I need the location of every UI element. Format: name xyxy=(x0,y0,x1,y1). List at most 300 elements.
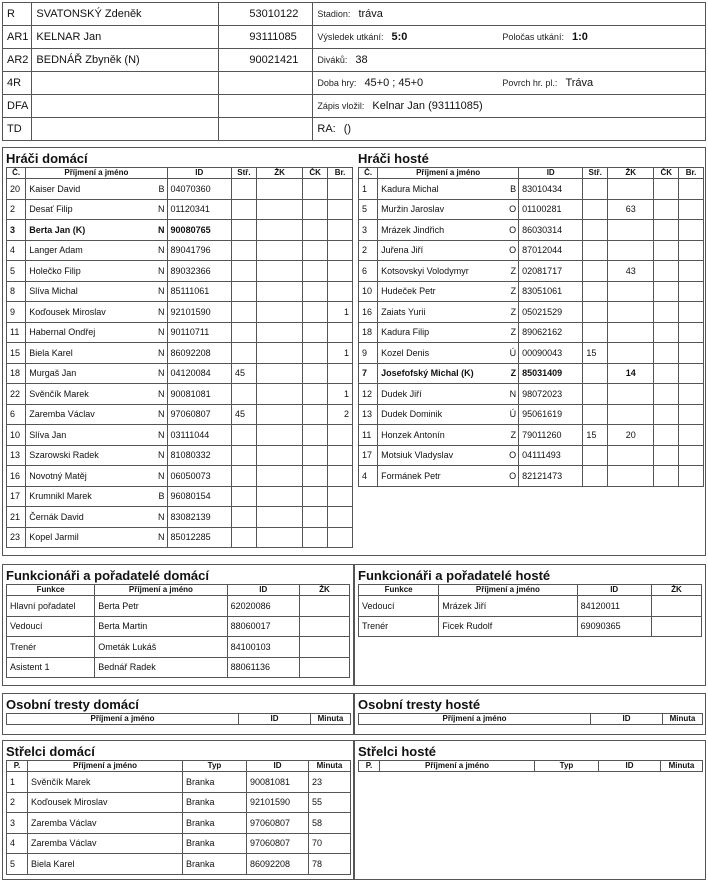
player-id: 85111061 xyxy=(167,281,231,302)
player-number: 2 xyxy=(359,240,378,261)
scorer-type: Branka xyxy=(183,813,247,834)
player-name-cell xyxy=(378,343,519,364)
player-row xyxy=(7,384,353,405)
player-yellow-card xyxy=(256,507,302,528)
player-red-card xyxy=(654,199,679,220)
player-id: 90080765 xyxy=(167,220,231,241)
player-id: 04120084 xyxy=(167,363,231,384)
scorer-type: Branka xyxy=(183,854,247,875)
functionary-name: Ficek Rudolf xyxy=(439,616,577,637)
player-name-cell xyxy=(378,404,519,425)
player-yellow-card xyxy=(256,404,302,425)
player-goals-scored xyxy=(679,302,704,323)
player-red-card xyxy=(654,363,679,384)
player-row xyxy=(359,466,704,487)
player-number: 3 xyxy=(7,220,26,241)
player-goals xyxy=(231,507,256,528)
halftime-label: Poločas utkání: xyxy=(502,32,564,42)
away-functionaries-header xyxy=(359,585,702,596)
functionary-role: Trenér xyxy=(7,637,95,658)
player-row xyxy=(7,404,353,425)
stadium-label: Stadion: xyxy=(317,9,351,19)
player-position: B xyxy=(158,491,165,502)
player-goals: 45 xyxy=(231,404,256,425)
functionary-name: Berta Petr xyxy=(95,596,227,617)
player-position: Ú xyxy=(509,409,517,420)
player-row xyxy=(7,363,353,384)
player-goals-scored: 2 xyxy=(328,404,353,425)
player-yellow-card xyxy=(608,466,654,487)
player-red-card xyxy=(303,199,328,220)
scorer-order: 1 xyxy=(7,772,28,793)
home-scorers-header xyxy=(7,761,351,772)
player-red-card xyxy=(654,302,679,323)
player-red-card xyxy=(654,240,679,261)
stadium-value: tráva xyxy=(358,8,383,20)
player-position: Z xyxy=(510,306,517,317)
away-functionaries-section xyxy=(354,564,706,686)
player-name: Motsiuk Vladyslav xyxy=(381,450,454,461)
player-row xyxy=(7,281,353,302)
player-position: O xyxy=(509,245,517,256)
player-position: O xyxy=(509,204,517,215)
functionary-name: Ometák Lukáš xyxy=(95,637,227,658)
functionary-yellow-card xyxy=(651,616,701,637)
player-header-cell: ID xyxy=(519,168,583,179)
player-name-cell xyxy=(378,302,519,323)
player-name: Holečko Filip xyxy=(29,265,81,276)
functionary-row xyxy=(7,596,350,617)
player-row xyxy=(359,343,704,364)
player-red-card xyxy=(654,404,679,425)
player-goals-scored xyxy=(328,466,353,487)
player-goals xyxy=(231,199,256,220)
scorer-order: 3 xyxy=(7,813,28,834)
player-yellow-card xyxy=(608,343,654,364)
player-name-cell xyxy=(26,466,167,487)
player-goals xyxy=(583,384,608,405)
player-goals-scored xyxy=(328,179,353,200)
functionary-yellow-card xyxy=(299,657,349,678)
player-name: Hudeček Petr xyxy=(381,286,436,297)
player-name-cell xyxy=(26,322,167,343)
player-name-cell xyxy=(26,384,167,405)
player-row xyxy=(7,486,353,507)
player-position: N xyxy=(158,409,165,420)
player-red-card xyxy=(303,343,328,364)
functionary-row xyxy=(7,637,350,658)
player-name-cell xyxy=(378,240,519,261)
player-name: Kozel Denis xyxy=(381,347,430,358)
scorer-row xyxy=(7,792,351,813)
player-name: Dudek Jiří xyxy=(381,388,422,399)
scorer-name: Svěnčík Marek xyxy=(28,772,183,793)
functionary-name: Mrázek Jiří xyxy=(439,596,577,617)
scorer-id: 97060807 xyxy=(247,833,309,854)
player-name-cell xyxy=(378,322,519,343)
player-position: N xyxy=(158,327,165,338)
home-scorers-table xyxy=(6,760,351,875)
player-id: 95061619 xyxy=(519,404,583,425)
player-goals xyxy=(583,199,608,220)
player-id: 92101590 xyxy=(167,302,231,323)
time-value: 45+0 ; 45+0 xyxy=(364,77,424,89)
player-number: 17 xyxy=(7,486,26,507)
player-red-card xyxy=(303,179,328,200)
player-name-cell xyxy=(26,302,167,323)
player-goals-scored xyxy=(328,363,353,384)
player-name: Slíva Michal xyxy=(29,286,78,297)
player-name-cell xyxy=(26,199,167,220)
scorer-header-cell: ID xyxy=(599,761,661,772)
player-yellow-card: 20 xyxy=(608,425,654,446)
player-name-cell xyxy=(378,445,519,466)
player-red-card xyxy=(654,425,679,446)
official-row-ar2 xyxy=(3,49,706,72)
functionary-row xyxy=(359,596,702,617)
player-name-cell xyxy=(26,220,167,241)
official-id: 53010122 xyxy=(219,3,313,26)
penalty-header-cell: Příjmení a jméno xyxy=(359,714,591,725)
player-id: 79011260 xyxy=(519,425,583,446)
halftime-value: 1:0 xyxy=(571,31,588,43)
player-id: 82121473 xyxy=(519,466,583,487)
player-goals-scored xyxy=(679,281,704,302)
player-row xyxy=(7,507,353,528)
player-position: N xyxy=(158,204,165,215)
scorer-name: Koďousek Miroslav xyxy=(28,792,183,813)
player-name-cell xyxy=(26,179,167,200)
player-row xyxy=(7,343,353,364)
player-name-cell xyxy=(378,363,519,384)
home-penalties-header xyxy=(7,714,351,725)
player-name-cell xyxy=(26,445,167,466)
player-number: 5 xyxy=(7,261,26,282)
player-name-cell xyxy=(26,240,167,261)
player-number: 15 xyxy=(7,343,26,364)
player-goals xyxy=(231,322,256,343)
player-row xyxy=(359,445,704,466)
functionary-header-cell: Funkce xyxy=(359,585,439,596)
player-id: 05021529 xyxy=(519,302,583,323)
player-name-cell xyxy=(378,281,519,302)
player-id: 02081717 xyxy=(519,261,583,282)
player-yellow-card xyxy=(256,425,302,446)
player-position: Z xyxy=(510,286,517,297)
home-functionaries-title: Funkcionáři a pořadatelé domácí xyxy=(6,568,209,583)
official-role: DFA xyxy=(3,95,32,118)
player-goals-scored xyxy=(679,240,704,261)
player-number: 13 xyxy=(359,404,378,425)
official-name xyxy=(32,72,219,95)
player-number: 20 xyxy=(7,179,26,200)
result-label: Výsledek utkání: xyxy=(317,32,384,42)
player-number: 11 xyxy=(359,425,378,446)
player-header-cell: Stř. xyxy=(231,168,256,179)
player-goals xyxy=(231,261,256,282)
functionary-role: Vedoucí xyxy=(359,596,439,617)
surface-value: Tráva xyxy=(565,77,594,89)
player-goals-scored xyxy=(679,343,704,364)
functionary-header-cell: Funkce xyxy=(7,585,95,596)
player-name-cell xyxy=(378,220,519,241)
home-penalties-table xyxy=(6,713,351,725)
player-header-cell: ŽK xyxy=(608,168,654,179)
functionary-row xyxy=(359,616,702,637)
player-red-card xyxy=(303,486,328,507)
player-goals-scored xyxy=(679,466,704,487)
result-value: 5:0 xyxy=(391,31,408,43)
player-name: Novotný Matěj xyxy=(29,470,87,481)
player-goals-scored xyxy=(328,240,353,261)
player-position: Z xyxy=(510,327,517,338)
scorer-header-cell: Příjmení a jméno xyxy=(28,761,183,772)
player-id: 90081081 xyxy=(167,384,231,405)
player-number: 6 xyxy=(7,404,26,425)
player-red-card xyxy=(654,466,679,487)
spectators-label: Diváků: xyxy=(317,55,348,65)
player-row xyxy=(7,261,353,282)
player-yellow-card xyxy=(256,527,302,548)
player-id: 89062162 xyxy=(519,322,583,343)
player-goals xyxy=(583,240,608,261)
player-position: N xyxy=(158,429,165,440)
player-goals-scored xyxy=(328,281,353,302)
scorer-name: Zaremba Václav xyxy=(28,813,183,834)
functionary-yellow-card xyxy=(299,596,349,617)
player-name: Svěnčík Marek xyxy=(29,388,89,399)
official-id: 90021421 xyxy=(219,49,313,72)
player-position: N xyxy=(509,388,517,399)
player-name: Berta Jan (K) xyxy=(29,224,86,235)
result-cell xyxy=(313,26,706,49)
player-position: N xyxy=(158,532,165,543)
player-position: N xyxy=(158,265,165,276)
player-position: N xyxy=(158,511,165,522)
player-goals xyxy=(583,220,608,241)
player-goals-scored xyxy=(679,404,704,425)
player-position: O xyxy=(509,470,517,481)
penalty-header-cell: Minuta xyxy=(663,714,703,725)
official-role: R xyxy=(3,3,32,26)
player-number: 10 xyxy=(7,425,26,446)
player-name: Honzek Antonín xyxy=(381,429,445,440)
official-role: TD xyxy=(3,118,32,141)
player-goals-scored xyxy=(328,261,353,282)
player-name-cell xyxy=(378,179,519,200)
player-id: 04111493 xyxy=(519,445,583,466)
player-name-cell xyxy=(26,363,167,384)
player-row xyxy=(7,466,353,487)
player-name: Juřena Jiří xyxy=(381,245,424,256)
home-players-panel xyxy=(6,151,353,548)
player-row xyxy=(359,199,704,220)
away-scorers-title: Střelci hosté xyxy=(358,744,437,759)
home-players-table xyxy=(6,167,353,548)
scorer-order: 4 xyxy=(7,833,28,854)
player-position: Ú xyxy=(509,347,517,358)
player-goals xyxy=(231,527,256,548)
player-name: Kotsovskyi Volodymyr xyxy=(381,265,469,276)
player-goals xyxy=(231,445,256,466)
player-number: 13 xyxy=(7,445,26,466)
scorer-type: Branka xyxy=(183,772,247,793)
penalty-header-cell: Minuta xyxy=(311,714,351,725)
player-goals-scored xyxy=(679,384,704,405)
player-yellow-card xyxy=(608,302,654,323)
spectators-cell xyxy=(313,49,706,72)
player-row xyxy=(7,322,353,343)
player-goals-scored xyxy=(679,322,704,343)
player-yellow-card: 14 xyxy=(608,363,654,384)
player-row xyxy=(359,322,704,343)
away-penalties-table xyxy=(358,713,703,725)
away-players-title: Hráči hosté xyxy=(358,151,429,166)
official-name: KELNAR Jan xyxy=(32,26,219,49)
penalty-header-cell: ID xyxy=(591,714,663,725)
player-yellow-card xyxy=(256,343,302,364)
player-position: N xyxy=(158,224,165,235)
player-position: B xyxy=(510,183,517,194)
player-header-cell: Příjmení a jméno xyxy=(26,168,167,179)
away-penalties-title: Osobní tresty hosté xyxy=(358,697,481,712)
scorer-order: 2 xyxy=(7,792,28,813)
away-players-panel xyxy=(358,151,704,487)
player-row xyxy=(7,302,353,323)
player-red-card xyxy=(654,281,679,302)
players-section xyxy=(2,147,706,556)
scorer-name: Zaremba Václav xyxy=(28,833,183,854)
scorer-order: 5 xyxy=(7,854,28,875)
player-row xyxy=(7,240,353,261)
player-yellow-card xyxy=(608,220,654,241)
player-header-cell: ČK xyxy=(303,168,328,179)
player-position: Z xyxy=(510,265,517,276)
functionary-header-cell: Příjmení a jméno xyxy=(95,585,227,596)
player-number: 8 xyxy=(7,281,26,302)
player-row xyxy=(7,425,353,446)
player-name: Josefofský Michal (K) xyxy=(381,368,474,379)
player-goals xyxy=(231,343,256,364)
player-id: 83082139 xyxy=(167,507,231,528)
scorer-row xyxy=(7,772,351,793)
player-number: 11 xyxy=(7,322,26,343)
scorer-header-cell: P. xyxy=(359,761,380,772)
player-row xyxy=(7,445,353,466)
player-id: 81080332 xyxy=(167,445,231,466)
home-penalties-section xyxy=(2,693,354,735)
player-header-cell: Br. xyxy=(679,168,704,179)
player-yellow-card xyxy=(256,486,302,507)
player-goals-scored: 1 xyxy=(328,302,353,323)
player-id: 89032366 xyxy=(167,261,231,282)
player-number: 16 xyxy=(359,302,378,323)
entered-label: Zápis vložil: xyxy=(317,101,365,111)
functionary-role: Trenér xyxy=(359,616,439,637)
player-name: Szarowski Radek xyxy=(29,450,99,461)
player-goals xyxy=(583,445,608,466)
player-number: 17 xyxy=(359,445,378,466)
player-row xyxy=(359,404,704,425)
player-id: 86030314 xyxy=(519,220,583,241)
scorer-header-cell: Typ xyxy=(183,761,247,772)
player-yellow-card xyxy=(256,322,302,343)
player-header-cell: ŽK xyxy=(256,168,302,179)
away-players-header xyxy=(359,168,704,179)
home-scorers-section xyxy=(2,740,354,880)
player-yellow-card xyxy=(256,384,302,405)
player-goals xyxy=(231,240,256,261)
player-number: 21 xyxy=(7,507,26,528)
player-goals-scored xyxy=(328,220,353,241)
scorer-header-cell: Typ xyxy=(535,761,599,772)
player-goals-scored xyxy=(679,445,704,466)
away-scorers-table xyxy=(358,760,703,772)
functionary-yellow-card xyxy=(651,596,701,617)
player-number: 4 xyxy=(359,466,378,487)
player-row xyxy=(7,527,353,548)
player-goals-scored xyxy=(679,425,704,446)
functionary-name: Berta Martin xyxy=(95,616,227,637)
player-name: Černák David xyxy=(29,511,84,522)
player-header-cell: Č. xyxy=(359,168,378,179)
player-yellow-card xyxy=(608,404,654,425)
player-id: 85031409 xyxy=(519,363,583,384)
official-row-r xyxy=(3,3,706,26)
functionary-header-cell: ŽK xyxy=(299,585,349,596)
player-position: N xyxy=(158,245,165,256)
player-number: 3 xyxy=(359,220,378,241)
away-functionaries-title: Funkcionáři a pořadatelé hosté xyxy=(358,568,551,583)
official-role: 4R xyxy=(3,72,32,95)
home-functionaries-table xyxy=(6,584,350,678)
functionary-row xyxy=(7,657,350,678)
player-number: 4 xyxy=(7,240,26,261)
ra-label: RA: xyxy=(317,123,336,135)
player-name: Kopel Jarmil xyxy=(29,532,79,543)
player-name: Formánek Petr xyxy=(381,470,441,481)
scorer-minute: 58 xyxy=(309,813,351,834)
home-players-header xyxy=(7,168,353,179)
player-header-cell: Br. xyxy=(328,168,353,179)
player-yellow-card xyxy=(256,199,302,220)
player-goals: 15 xyxy=(583,425,608,446)
player-red-card xyxy=(303,384,328,405)
player-red-card xyxy=(303,425,328,446)
player-id: 90110711 xyxy=(167,322,231,343)
time-cell xyxy=(313,72,706,95)
player-goals xyxy=(583,322,608,343)
player-yellow-card xyxy=(256,261,302,282)
official-role: AR2 xyxy=(3,49,32,72)
player-number: 18 xyxy=(359,322,378,343)
player-id: 86092208 xyxy=(167,343,231,364)
player-id: 04070360 xyxy=(167,179,231,200)
home-functionaries-header xyxy=(7,585,350,596)
match-officials-table xyxy=(2,2,706,141)
player-goals xyxy=(231,384,256,405)
ra-value: () xyxy=(343,123,352,135)
player-goals-scored: 1 xyxy=(328,384,353,405)
player-red-card xyxy=(654,220,679,241)
player-number: 23 xyxy=(7,527,26,548)
entered-value: Kelnar Jan (93111085) xyxy=(372,100,483,112)
functionary-yellow-card xyxy=(299,637,349,658)
player-header-cell: ČK xyxy=(654,168,679,179)
player-red-card xyxy=(654,384,679,405)
player-yellow-card xyxy=(256,363,302,384)
player-position: O xyxy=(509,224,517,235)
